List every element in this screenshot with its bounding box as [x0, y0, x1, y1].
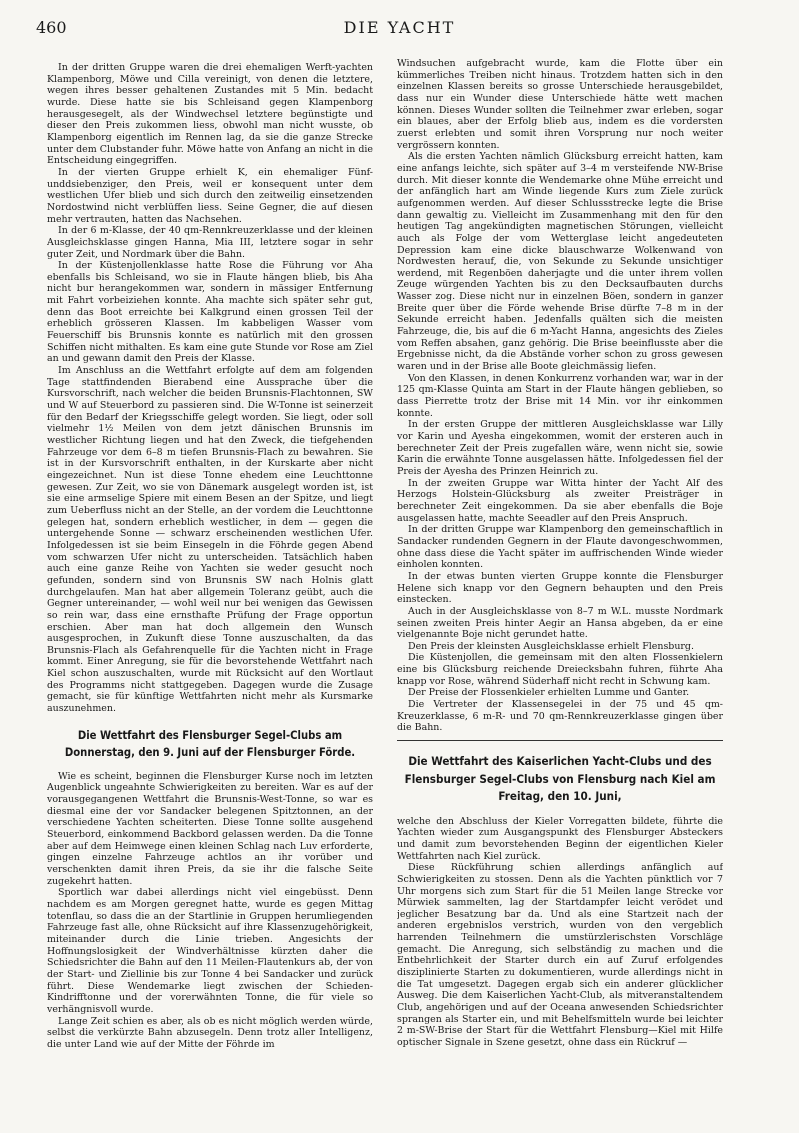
section-divider	[397, 740, 723, 741]
paragraph: Die Vertreter der Klassensegelei in der 75 und 45 qm-Kreuzerklasse, 6 m-R- und 70 qm-Rennkreuzerklasse gingen über die Bahn.	[397, 699, 723, 734]
paragraph: Die Küstenjollen, die gemeinsam mit den alten Flossenkielern eine bis Glücksburg reichende Dreiecksbahn fuhren, führte Aha knapp vor Rose, während Süderhaff nicht recht in Schwung kam.	[397, 652, 723, 687]
left-column	[47, 62, 373, 1122]
paragraph: In der ersten Gruppe der mittleren Ausgleichsklasse war Lilly vor Karin und Ayesha eingekommen, womit der ersteren auch in berechneter Zeit der Preis zugefallen wäre, wenn nicht sie, sowie Karin die erwähnte Tonne ausgelassen hätte. Infolgedessen fiel der Preis der Ayesha des Prinzen Heinrich zu.	[397, 419, 723, 477]
paragraph: In der dritten Gruppe war Klampenborg den gemeinschaftlich in Sandacker rundenden Gegnern in der Flaute davongeschwommen, ohne dass diese die Yacht später im auffrischenden Winde wieder einholen konnten.	[397, 524, 723, 571]
paragraph: In der zweiten Gruppe war Witta hinter der Yacht Alf des Herzogs Holstein-Glücksburg als zweiter Preisträger in berechneter Zeit eingekommen. Da sie aber ebenfalls die Boje ausgelassen hatte, machte Seeadler auf den Preis Anspruch.	[397, 477, 723, 524]
right-column	[397, 58, 723, 1118]
paragraph: In der Küstenjollenklasse hatte Rose die Führung vor Aha ebenfalls bis Schleisand, wo sie in Flaute hängen blieb, bis Aha nicht bur herangekommen war, sondern in mässiger Entfernung mit Fahrt vorbeiziehen konnte. Aha machte sich später sehr gut, denn das Boot erreichte bei Kalkgrund einen grossen Teil der erheblich grösseren Klassen. Im kabbeligen Wasser vom Feuerschiff bis Brunsnis konnte es natürlich mit den grossen Schiffen nicht mithalten. Es kam eine gute Stunde vor Rose am Ziel an und gewann damit den Preis der Klasse.	[47, 260, 373, 365]
paragraph: Lange Zeit schien es aber, als ob es nicht möglich werden würde, selbst die verkürzte Bahn abzusegeln. Denn trotz aller Intelligenz, die unter Land wie auf der Mitte der Föhrde im	[47, 1015, 373, 1050]
paragraph: Diese Rückführung schien allerdings anfänglich auf Schwierigkeiten zu stossen. Denn als die Yachten pünktlich vor 7 Uhr morgens sich zum Start für die 51 Meilen lange Strecke vor Mürwiek sammelten, lag der Startdampfer leicht verödet und jeglicher Besatzung bar da. Und als eine Startzeit nach der anderen ergebnislos verstrich, wurden von den vergeblich harrenden Teilnehmern die umstürzlerischsten Vorschläge gemacht. Die Anregung, sich selbständig zu machen und die Entbehrlichkeit der Starter durch ein auf Zuruf erfolgendes disziplinierte Starten zu dokumentieren, wurde allerdings nicht in die Tat umgesetzt. Dagegen ergab sich ein anderer glücklicher Ausweg. Die dem Kaiserlichen Yacht-Club, als mitveranstaltendem Club, angehörigen und auf der Oceana anwesenden Schiedsrichter sprangen als Starter ein, und mit Behelfsmitteln wurde bei leichter 2 m-SW-Brise der Start für die Wettfahrt Flensburg—Kiel mit Hilfe optischer Signale in Szene gesetzt, ohne dass ein Rückruf —	[397, 862, 723, 1049]
paragraph: Den Preis der kleinsten Ausgleichsklasse erhielt Flensburg.	[408, 640, 694, 652]
page-number: 460	[36, 18, 67, 37]
paragraph: In der dritten Gruppe waren die drei ehemaligen Werft-yachten Klampenborg, Möwe und Cilla vereinigt, von denen die letztere, wegen ihres besser gehaltenen Zustandes mit 5 Min. bedacht wurde. Diese hatte sie bis Schleisand gegen Klampenborg herausgesegelt, als der Windwechsel letztere begünstigte und dieser den Preis zukommen liess, obwohl man nicht wusste, ob Klampenborg eigentlich im Rennen lag, da sie die ganze Strecke unter dem Clubstander fuhr. Möwe hatte von Anfang an nicht in die Entscheidung eingegriffen.	[47, 62, 373, 167]
paragraph: In der 6 m-Klasse, der 40 qm-Rennkreuzerklasse und der kleinen Ausgleichsklasse gingen Hanna, Mia III, letztere sogar in sehr guter Zeit, und Nordmark über die Bahn.	[47, 225, 373, 260]
paragraph: Im Anschluss an die Wettfahrt erfolgte auf dem am folgenden Tage stattfindenden Bierabend eine Aussprache über die Kursvorschrift, nach welcher die beiden Brunsnis-Flachtonnen, SW und W auf Steuerbord zu passieren sind. Die W-Tonne ist seinerzeit für den Bedarf der Kriegsschiffe gelegt worden. Sie liegt, oder soll vielmehr 1½ Meilen von dem jetzt dänischen Brunsnis im westlicher Richtung liegen und hat den Zweck, die tiefgehenden Fahrzeuge vor dem 6–8 m tiefen Brunsnis-Flach zu bewahren. Sie ist in der Kursvorschrift enthalten, in der Kurskarte aber nicht eingezeichnet. Nun ist diese Tonne ehedem eine Leuchttonne gewesen. Zur Zeit, wo sie von Dänemark ausgelegt worden ist, ist sie eine armselige Spiere mit einem Besen an der Spitze, und liegt zum Ueberfluss nicht an der Stelle, an der vordem die Leuchttonne gelegen hat, sondern erheblich westlicher, in dem — gegen die untergehende Sonne — schwarz erscheinenden westlichen Ufer. Infolgedessen ist sie beim Einsegeln in die Föhrde gegen Abend vom schwarzen Ufer nicht zu unterscheiden. Tatsächlich haben auch eine ganze Reihe von Yachten sie weder gesucht noch gefunden, sondern sind von Brunsnis SW nach Holnis glatt durchgelaufen. Man hat aber allgemein Toleranz geübt, auch die Gegner untereinander, — wohl weil nur bei wenigen das Gewissen so rein war, dass eine ernsthafte Prüfung der Frage opportun erschien. Aber man hat doch allgemein den Wunsch ausgesprochen, in Zukunft diese Tonne auszuschalten, da das Brunsnis-Flach als Gefahrenquelle für die Yachten nicht in Frage kommt. Einer Anregung, sie für die bevorstehende Wettfahrt nach Kiel schon auszuschalten, wurde mit Rücksicht auf den Wortlaut des Programms nicht stattgegeben. Dagegen wurde die Zusage gemacht, sie für künftige Wettfahrten nicht mehr als Kursmarke auszunehmen.	[47, 365, 373, 715]
paragraph: Als die ersten Yachten nämlich Glücksburg erreicht hatten, kam eine anfangs leichte, sich später auf 3–4 m versteifende NW-Brise durch. Mit dieser konnte die Wendemarke ohne Mühe erreicht und der anfänglich hart am Winde liegende Kurs zum Ziele zurück aufgenommen werden. Auf dieser Schlussstrecke legte die Brise dann gewaltig zu. Vielleicht im Zusammenhang mit den für den heutigen Tag angekündigten magnetischen Störungen, vielleicht auch als Folge der vom Wetterglase leicht angedeuteten Depression kam eine dicke blauschwarze Wolkenwand von Nordwesten herauf, die, von Sekunde zu Sekunde unsichtiger werdend, mit Regenböen daherjagte und die unter ihrem vollen Zeuge würgenden Yachten bis zu den Decksaufbauten durchs Wasser zog. Diese nicht nur in einzelnen Böen, sondern in ganzer Breite quer über die Förde wehende Brise dürfte 7–8 m in der Sekunde erreicht haben. Jedenfalls quälten sich die meisten Fahrzeuge, die, bis auf die 6 m-Yacht Hanna, angesichts des Zieles vom Reffen absahen, ganz gehörig. Die Brise beeinflusste aber die Ergebnisse nicht, da die Abstände vorher schon zu gross gewesen waren und in der Brise alle Boote gleichmässig liefen.	[397, 151, 723, 373]
paragraph: Auch in der Ausgleichsklasse von 8–7 m W.L. musste Nordmark seinen zweiten Preis hinter Aegir an Hansa abgeben, da er eine vielgenannte Boje nicht gerundet hatte.	[397, 605, 723, 641]
page-header	[0, 18, 799, 40]
paragraph: Wie es scheint, beginnen die Flensburger Kurse noch im letzten Augenblick ungeahnte Schwierigkeiten zu bereiten. War es auf der vorausgegangenen Wettfahrt die Brunsnis-West-Tonne, so war es diesmal eine der vor Sandacker belegenen Spitztonnen, an der verschiedene Yachten scheiterten. Diese Tonne sollte ausgehend Steuerbord, einkommend Backbord gelassen werden. Da die Tonne aber auf dem Heimwege einen kleinen Schlag nach Luv erforderte, gingen einzelne Fahrzeuge achtlos an ihr vorüber und verschenkten damit ihren Preis, da sie ihr die falsche Seite zugekehrt hatten.	[47, 770, 373, 887]
paragraph: Windsuchen aufgebracht wurde, kam die Flotte über ein kümmerliches Treiben nicht hinaus. Trotzdem hatten sich in den einzelnen Klassen bereits so grosse Unterschiede herausgebildet, dass nur ein Wunder diese Unterschiede hätte wett machen können. Dieses Wunder sollten die Teilnehmer zwar erleben, sogar ein blaues, aber der Erfolg blieb aus, indem es die vordersten zuerst erlebten und somit ihren Vorsprung nur noch weiter vergrössern konnten.	[397, 58, 723, 151]
section-heading: Die Wettfahrt des Kaiserlichen Yacht-Clubs und des Flensburger Segel-Clubs von Flensburg nach Kiel am Freitag, den 10. Juni,	[404, 754, 716, 804]
running-title: DIE YACHT	[343, 18, 456, 37]
paragraph: welche den Abschluss der Kieler Vorregatten bildete, führte die Yachten wieder zum Ausgangspunkt des Flensburger Absteckers und damit zum bevorstehenden Beginn der eigentlichen Kieler Wettfahrten nach Kiel zurück.	[397, 815, 723, 862]
paragraph: Der Preise der Flossenkieler erhielten Lumme und Ganter.	[408, 687, 690, 699]
paragraph: Sportlich war dabei allerdings nicht viel eingebüsst. Denn nachdem es am Morgen geregnet hatte, wurde es gegen Mittag totenflau, so dass die an der Startlinie in Gruppen herumliegenden Fahrzeuge fast alle, ohne Rücksicht auf ihre Klassenzugehörigkeit, miteinander durch die Linie trieben. Angesichts der Hoffnungslosigkeit der Windverhältnisse kürzten daher die Schiedsrichter die Bahn auf den 11 Meilen-Flautenkurs ab, der von der Start- und Ziellinie bis zur Tonne 4 bei Sandacker und zurück führt. Diese Wendemarke liegt zwischen der Schieden-Kindrifftonne und der vorerwähnten Tonne, die für viele so verhängnisvoll wurde.	[47, 887, 373, 1015]
paragraph: Von den Klassen, in denen Konkurrenz vorhanden war, war in der 125 qm-Klasse Quinta am Start in der Flaute hängen geblieben, so dass Pierrette trotz der Brise mit 14 Min. vor ihr einkommen konnte.	[397, 372, 723, 419]
paragraph: In der vierten Gruppe erhielt K, ein ehemaliger Fünf-unddsiebenziger, den Preis, weil er konsequent unter dem westlichen Ufer blieb und sich durch den zeitweilig einsetzenden Nordostwind nicht verblüffen liess. Seine Gegner, die auf diesen mehr vertrauten, hatten das Nachsehen.	[47, 166, 373, 225]
paragraph: In der etwas bunten vierten Gruppe konnte die Flensburger Helene sich knapp vor den Gegnern behaupten und den Preis einstecken.	[397, 570, 723, 606]
section-heading: Die Wettfahrt des Flensburger Segel-Clubs am Donnerstag, den 9. Juni auf der Flensburger Förde.	[64, 728, 356, 759]
